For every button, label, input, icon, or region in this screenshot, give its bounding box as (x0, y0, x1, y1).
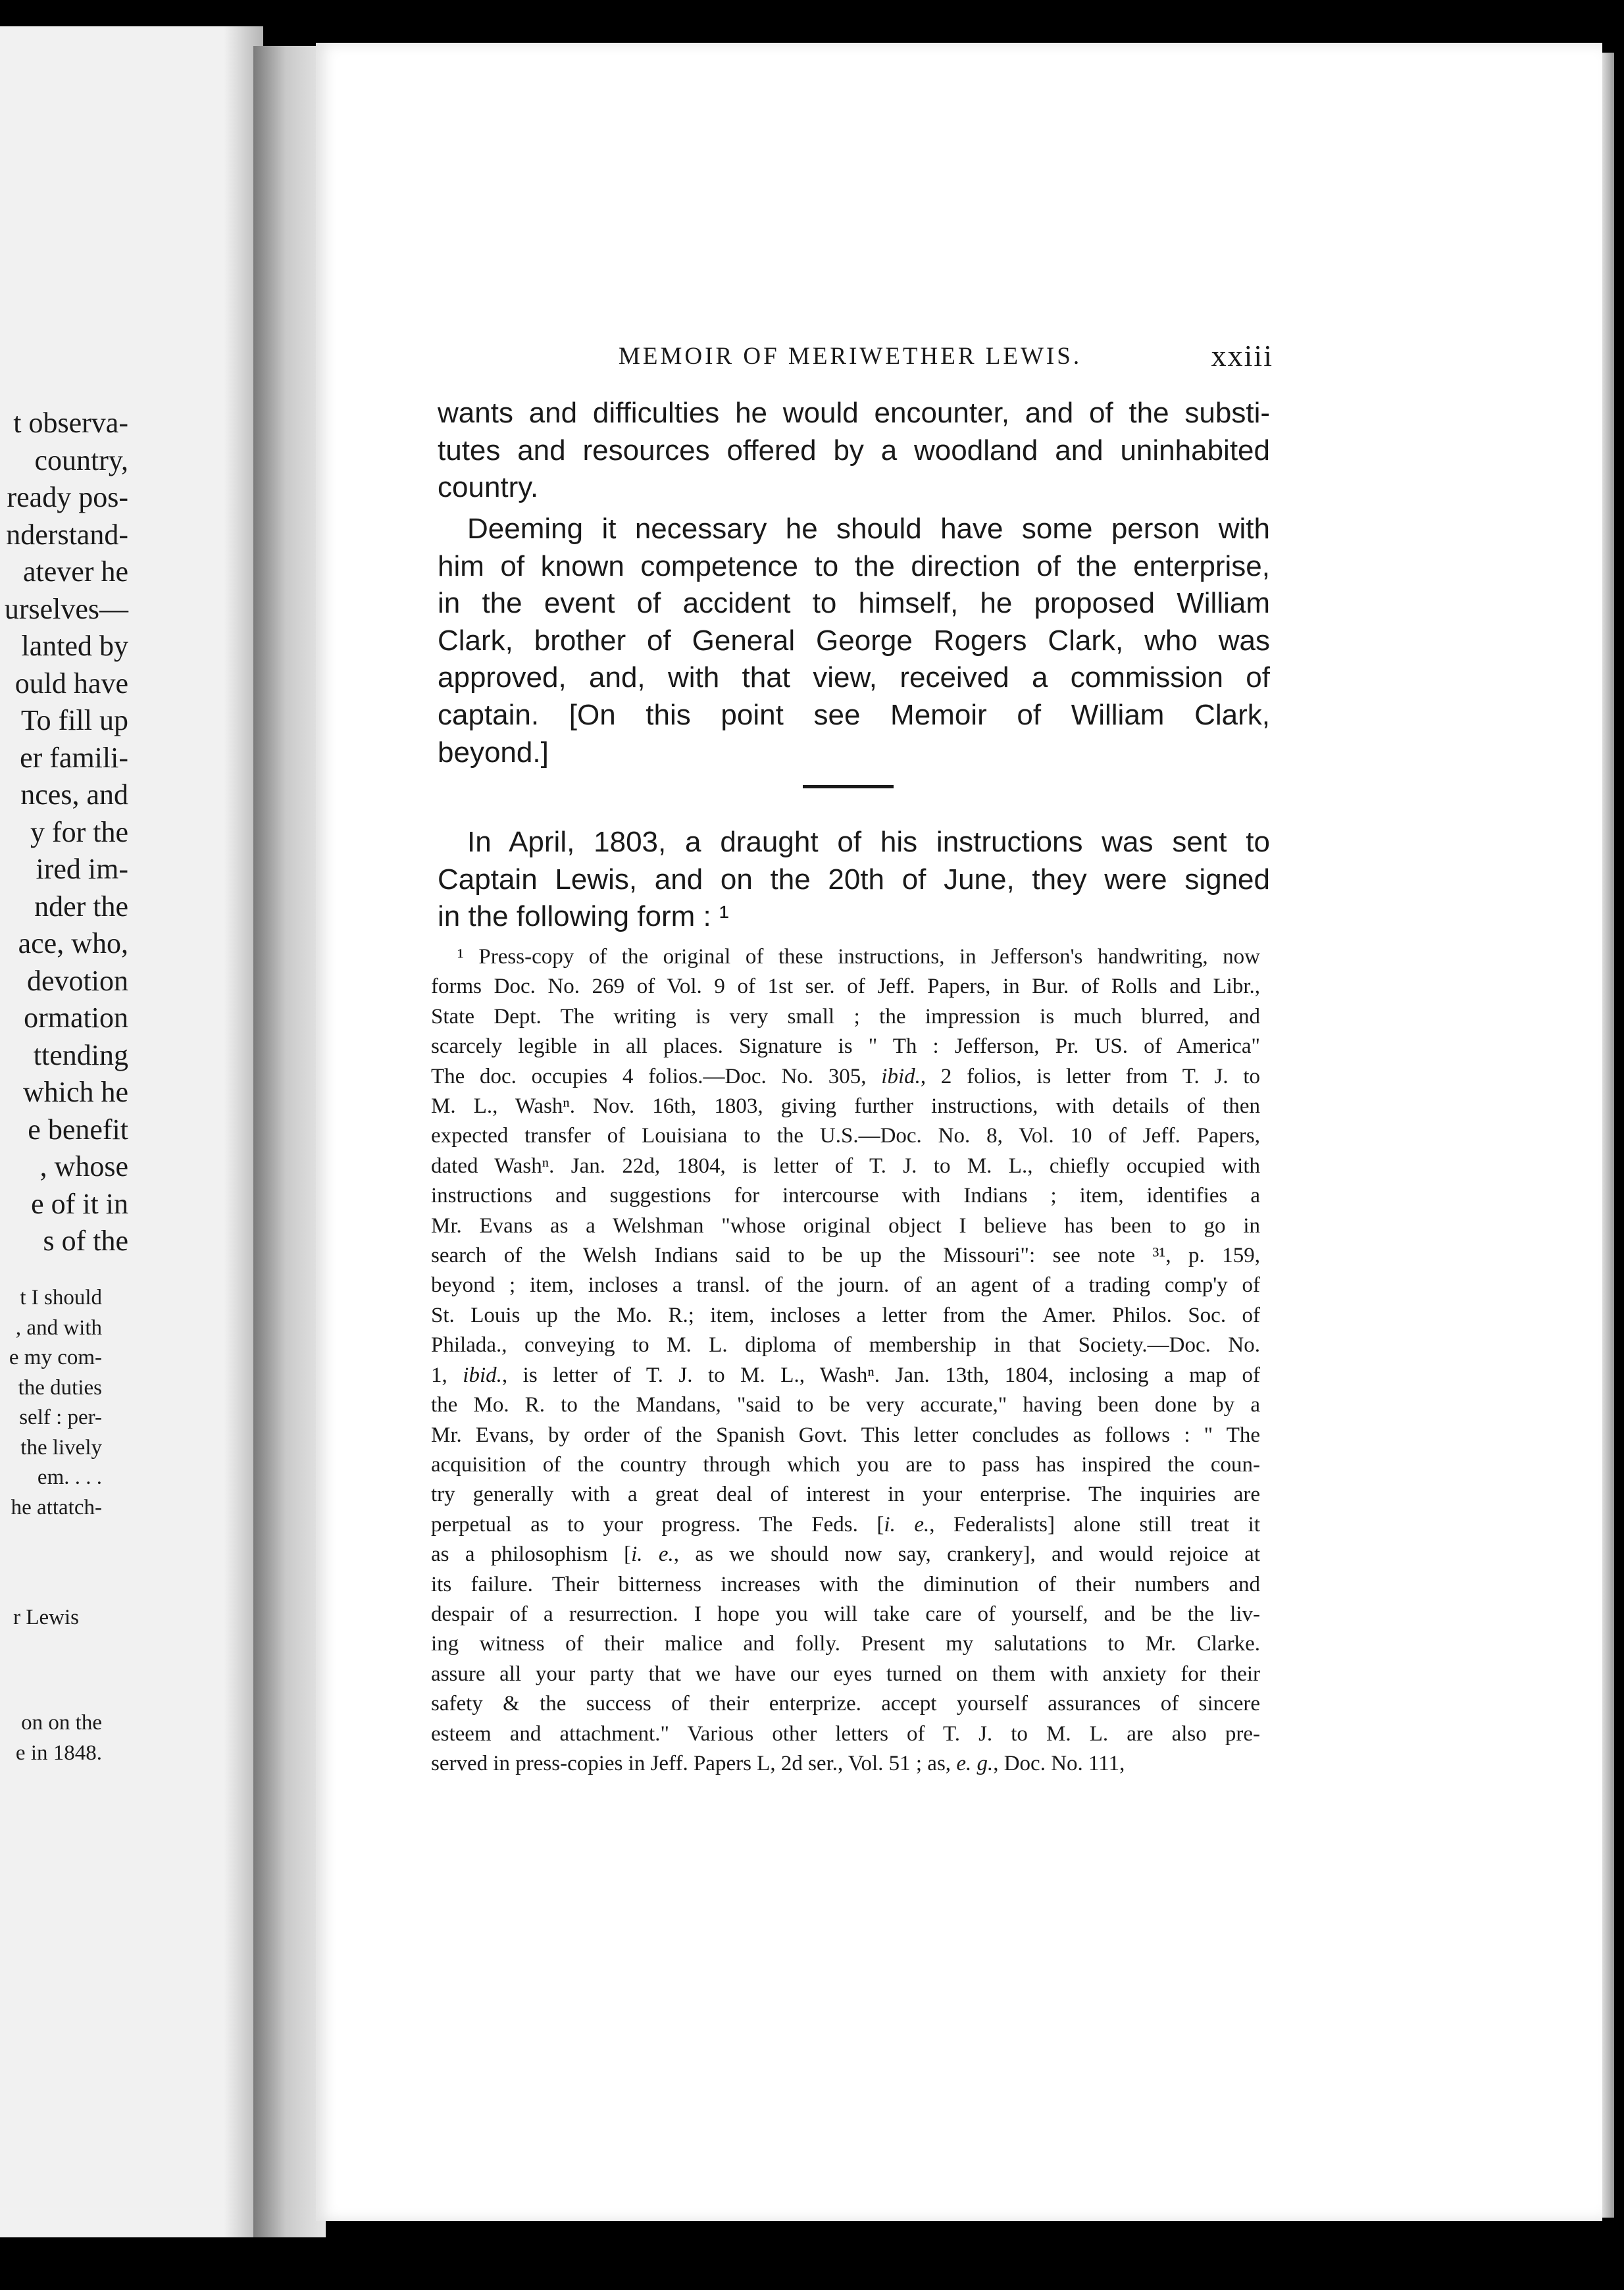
text-line: him of known competence to the direction of the enterprise, (438, 549, 1270, 582)
left-body-line: ace, who, (18, 927, 128, 959)
text-line: Captain Lewis, and on the 20th of June, they were signed (438, 863, 1270, 896)
footnote-line: Philada., conveying to M. L. diploma of membership in that Society.—Doc. No. (431, 1333, 1260, 1358)
left-body-line: devotion (27, 964, 128, 997)
footnote-line: dated Washⁿ. Jan. 22d, 1804, is letter of T. J. to M. L., chiefly occupied with (431, 1154, 1260, 1178)
left-body-line: atever he (23, 555, 128, 588)
footnote-line: St. Louis up the Mo. R.; item, incloses a letter from the Amer. Philos. Soc. of (431, 1303, 1260, 1327)
footnote-line: despair of a resurrection. I hope you will take care of yourself, and be the liv- (431, 1602, 1260, 1626)
left-note-line: the duties (18, 1375, 102, 1400)
text-line: beyond.] (438, 736, 549, 769)
left-body-line: ould have (14, 667, 128, 700)
text-line: in the event of accident to himself, he proposed William (438, 587, 1270, 620)
footnote-line: safety & the success of their enterprize. accept yourself assurances of sincere (431, 1692, 1260, 1716)
paragraph-clark-appointment (438, 511, 1270, 771)
left-body-line: e benefit (28, 1113, 128, 1146)
left-end-line: e in 1848. (15, 1741, 102, 1765)
footnote-line: ¹ Press-copy of the original of these instructions, in Jefferson's handwriting, now (457, 945, 1260, 969)
left-note-line: em. . . . (37, 1465, 102, 1489)
section-divider (803, 785, 894, 788)
left-body-line: er famili- (20, 741, 128, 774)
left-body-line: s of the (43, 1225, 128, 1257)
left-body-line: nces, and (20, 778, 128, 811)
left-body-line: lanted by (21, 630, 128, 662)
left-page-signature: r Lewis (13, 1606, 79, 1629)
running-title: MEMOIR OF MERIWETHER LEWIS. (619, 343, 1082, 370)
running-header (619, 339, 1273, 372)
left-note-line: he attatch- (11, 1495, 102, 1519)
text-line: approved, and, with that view, received a commission of (438, 661, 1270, 694)
footnote-line: try generally with a great deal of interest in your enterprise. The inquiries are (431, 1483, 1260, 1507)
left-page-note-text (9, 1283, 102, 1523)
left-body-line: ired im- (36, 853, 128, 885)
footnote-line: Mr. Evans, by order of the Spanish Govt. This letter concludes as follows : " The (431, 1423, 1260, 1447)
footnote-line: as a philosophism [i. e., as we should now say, crankery], and would rejoice at (431, 1542, 1260, 1567)
footnote-line: The doc. occupies 4 folios.—Doc. No. 305, ibid., 2 folios, is letter from T. J. to (431, 1064, 1260, 1088)
text-line: wants and difficulties he would encounter, and of the substi- (438, 397, 1270, 429)
footnote (431, 942, 1260, 1779)
left-body-line: y for the (30, 815, 128, 848)
footnote-line: M. L., Washⁿ. Nov. 16th, 1803, giving further instructions, with details of then (431, 1094, 1260, 1119)
left-body-line: To fill up (20, 704, 128, 736)
text-line: in the following form : ¹ (438, 900, 729, 933)
left-body-line: , whose (39, 1150, 128, 1183)
left-body-line: ttending (33, 1038, 128, 1071)
text-line: Deeming it necessary he should have some person with (467, 513, 1270, 545)
footnote-line: the Mo. R. to the Mandans, "said to be very accurate," having been done by a (431, 1393, 1260, 1417)
left-note-line: , and with (15, 1315, 102, 1340)
right-page-edge (1602, 53, 1614, 2218)
footnote-line: perpetual as to your progress. The Feds. [i. e., Federalists] alone still treat it (431, 1512, 1260, 1537)
left-body-line: which he (22, 1076, 128, 1108)
left-body-line: urselves— (4, 592, 128, 625)
left-body-line: country, (34, 444, 128, 476)
footnote-line: assure all your party that we have our eyes turned on them with anxiety for their (431, 1662, 1260, 1686)
left-note-line: e my com- (9, 1346, 102, 1369)
footnote-line: esteem and attachment." Various other letters of T. J. to M. L. are also pre- (431, 1721, 1260, 1746)
footnote-line: served in press-copies in Jeff. Papers L, 2d ser., Vol. 51 ; as, e. g., Doc. No. 111, (431, 1751, 1125, 1775)
left-note-line: t I should (20, 1286, 102, 1310)
left-body-line: nder the (34, 890, 128, 923)
left-body-line: e of it in (31, 1187, 128, 1220)
footnote-line: its failure. Their bitterness increases with the diminution of their numbers and (431, 1572, 1260, 1596)
text-line: Clark, brother of General George Rogers Clark, who was (438, 624, 1270, 657)
footnote-line: scarcely legible in all places. Signature is " Th : Jefferson, Pr. US. of America" (431, 1034, 1260, 1059)
left-page-body-text (5, 405, 128, 1260)
text-line: tutes and resources offered by a woodland and uninhabited (438, 434, 1270, 467)
text-line: In April, 1803, a draught of his instructions was sent to (467, 826, 1270, 858)
footnote-line: Mr. Evans as a Welshman "whose original object I believe has been to go in (431, 1213, 1260, 1238)
left-page-edge (0, 26, 263, 2237)
footnote-line: search of the Welsh Indians said to be up the Missouri": see note ³¹, p. 159, (431, 1244, 1260, 1268)
left-page-end-text (16, 1708, 102, 1768)
paragraph-instructions (438, 824, 1270, 936)
footnote-line: instructions and suggestions for intercourse with Indians ; item, identifies a (431, 1184, 1260, 1208)
footnote-line: forms Doc. No. 269 of Vol. 9 of 1st ser. of Jeff. Papers, in Bur. of Rolls and Libr., (431, 975, 1260, 999)
left-note-line: self : per- (19, 1406, 102, 1429)
left-body-line: t observa- (13, 407, 128, 439)
footnote-line: expected transfer of Louisiana to the U.S.—Doc. No. 8, Vol. 10 of Jeff. Papers, (431, 1124, 1260, 1148)
footnote-line: State Dept. The writing is very small ; the impression is much blurred, and (431, 1004, 1260, 1029)
page-number: xxiii (1211, 339, 1273, 372)
left-body-line: ready pos- (7, 481, 128, 513)
footnote-line: ing witness of their malice and folly. Present my salutations to Mr. Clarke. (431, 1632, 1260, 1656)
footnote-line: 1, ibid., is letter of T. J. to M. L., Washⁿ. Jan. 13th, 1804, inclosing a map of (431, 1363, 1261, 1387)
text-line: country. (438, 471, 539, 504)
book-gutter-shadow (253, 46, 326, 2237)
left-body-line: ormation (24, 1002, 128, 1034)
footnote-line: acquisition of the country through which you are to pass has inspired the coun- (431, 1452, 1260, 1477)
left-note-line: the lively (20, 1435, 102, 1460)
footnote-line: beyond ; item, incloses a transl. of the journ. of an agent of a trading comp'y of (431, 1273, 1260, 1298)
paragraph-continuation (438, 395, 1270, 507)
text-line: captain. [On this point see Memoir of William Clark, (438, 698, 1270, 731)
left-body-line: nderstand- (6, 518, 128, 551)
left-end-line: on on the (21, 1711, 102, 1735)
